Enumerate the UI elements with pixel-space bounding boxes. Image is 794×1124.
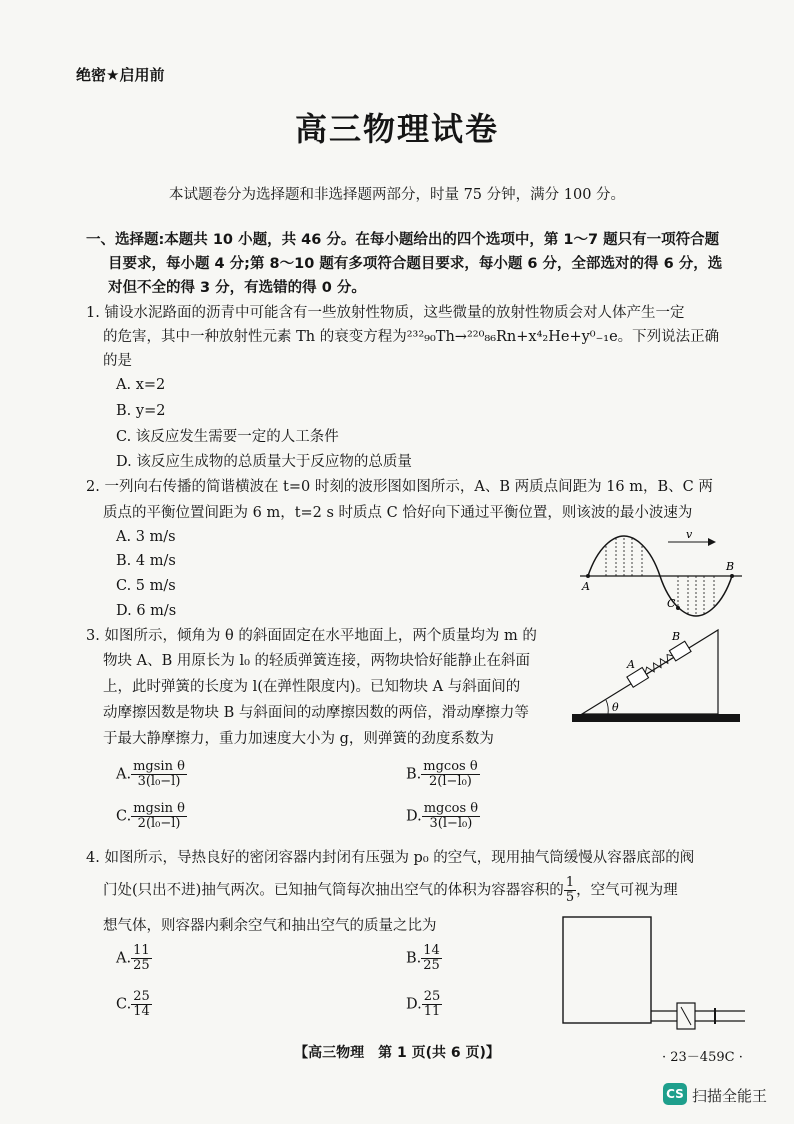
q1-option-d: D. 该反应生成物的总质量大于反应物的总质量 [116, 454, 412, 470]
q4-container-figure [555, 915, 751, 1031]
q3-theta-label: θ [612, 701, 619, 714]
q1-option-a: A. x=2 [116, 377, 166, 393]
q3-stem-line1: 3. 如图所示，倾角为 θ 的斜面固定在水平地面上，两个质量均为 m 的 [86, 628, 537, 644]
q4-stem-line1: 4. 如图所示，导热良好的密闭容器内封闭有压强为 p₀ 的空气，现用抽气筒缓慢从容器底部的阀 [86, 850, 695, 866]
top-secret-label: 绝密★启用前 [76, 66, 165, 84]
q2-point-a-label: A [582, 580, 590, 593]
q1-option-c: C. 该反应发生需要一定的人工条件 [116, 429, 339, 445]
q4-stem-line3: 想气体，则容器内剩余空气和抽出空气的质量之比为 [103, 918, 437, 934]
q2-point-b-label: B [726, 560, 735, 573]
exam-code: · 23－459C · [662, 1050, 743, 1065]
q2-option-a: A. 3 m/s [116, 529, 176, 545]
q4-option-a: A. $\frac{11}{25}$ [116, 943, 150, 973]
q3-stem-line3: 上，此时弹簧的长度为 l(在弹性限度内)。已知物块 A 与斜面间的 [103, 679, 521, 695]
q3-option-c: C. $\frac{\text{mgsin θ}}{\text{2(l₀−l)}}$ [116, 801, 185, 831]
q4-option-b: B. $\frac{14}{25}$ [406, 943, 440, 973]
camscanner-watermark: 扫描全能王 [692, 1087, 768, 1105]
q3-stem-line2: 物块 A、B 用原长为 l₀ 的轻质弹簧连接，两物块恰好能静止在斜面 [103, 653, 531, 669]
q2-option-d: D. 6 m/s [116, 603, 177, 619]
q1-option-b: B. y=2 [116, 403, 166, 419]
q3-incline-figure [568, 626, 744, 730]
q2-point-c-label: C [667, 597, 676, 610]
q4-option-d: D. $\frac{25}{11}$ [406, 989, 441, 1019]
q4-stem-line2: 门处(只出不进)抽气两次。已知抽气筒每次抽出空气的体积为容器容积的 $\frac{1}{5}$ ，空气可视为理 [103, 875, 678, 905]
q3-stem-line5: 于最大静摩擦力，重力加速度大小为 g，则弹簧的劲度系数为 [103, 731, 494, 747]
q2-velocity-label: v [686, 528, 693, 541]
q2-wave-figure [576, 528, 746, 618]
page-footer: 【高三物理 第 1 页(共 6 页)】 [294, 1045, 500, 1061]
q2-stem-line1: 2. 一列向右传播的简谐横波在 t=0 时刻的波形图如图所示，A、B 两质点间距为 16 m，B、C 两 [86, 479, 713, 495]
q2-option-b: B. 4 m/s [116, 553, 176, 569]
q1-stem-line1: 1. 铺设水泥路面的沥青中可能含有一些放射性物质，这些微量的放射性物质会对人体产生一定 [86, 305, 685, 321]
q2-stem-line2: 质点的平衡位置间距为 6 m，t=2 s 时质点 C 恰好向下通过平衡位置，则该波的最小波速为 [103, 505, 693, 521]
q1-stem-line3: 的是 [103, 353, 132, 369]
q3-stem-line4: 动摩擦因数是物块 B 与斜面间的动摩擦因数的两倍，滑动摩擦力等 [103, 705, 529, 721]
page-title: 高三物理试卷 [294, 110, 499, 148]
q3-block-b-label: B [672, 630, 681, 643]
q3-block-a-label: A [627, 658, 635, 671]
exam-intro: 本试题卷分为选择题和非选择题两部分，时量 75 分钟，满分 100 分。 [168, 187, 626, 203]
section1-line1: 一、选择题:本题共 10 小题，共 46 分。在每小题给出的四个选项中，第 1～7 题只有一项符合题 [86, 232, 720, 248]
q1-stem-line2: 的危害，其中一种放射性元素 Th 的衰变方程为²³²₉₀Th→²²⁰₈₆Rn+x⁴₂He+y⁰₋₁e。下列说法正确 [103, 329, 720, 345]
section1-line3: 对但不全的得 3 分，有选错的得 0 分。 [108, 280, 366, 296]
q4-option-c: C. $\frac{25}{14}$ [116, 989, 150, 1019]
q3-option-b: B. $\frac{\text{mgcos θ}}{\text{2(l−l₀)}}$ [406, 759, 478, 789]
q2-option-c: C. 5 m/s [116, 578, 176, 594]
q3-option-a: A. $\frac{\text{mgsin θ}}{\text{3(l₀−l)}}$ [116, 759, 185, 789]
section1-line2: 目要求，每小题 4 分;第 8～10 题有多项符合题目要求，每小题 6 分，全部选对的得 6 分，选 [108, 256, 723, 272]
q3-option-d: D. $\frac{\text{mgcos θ}}{\text{3(l−l₀)}}$ [406, 801, 479, 831]
camscanner-logo-icon: CS [663, 1083, 687, 1105]
